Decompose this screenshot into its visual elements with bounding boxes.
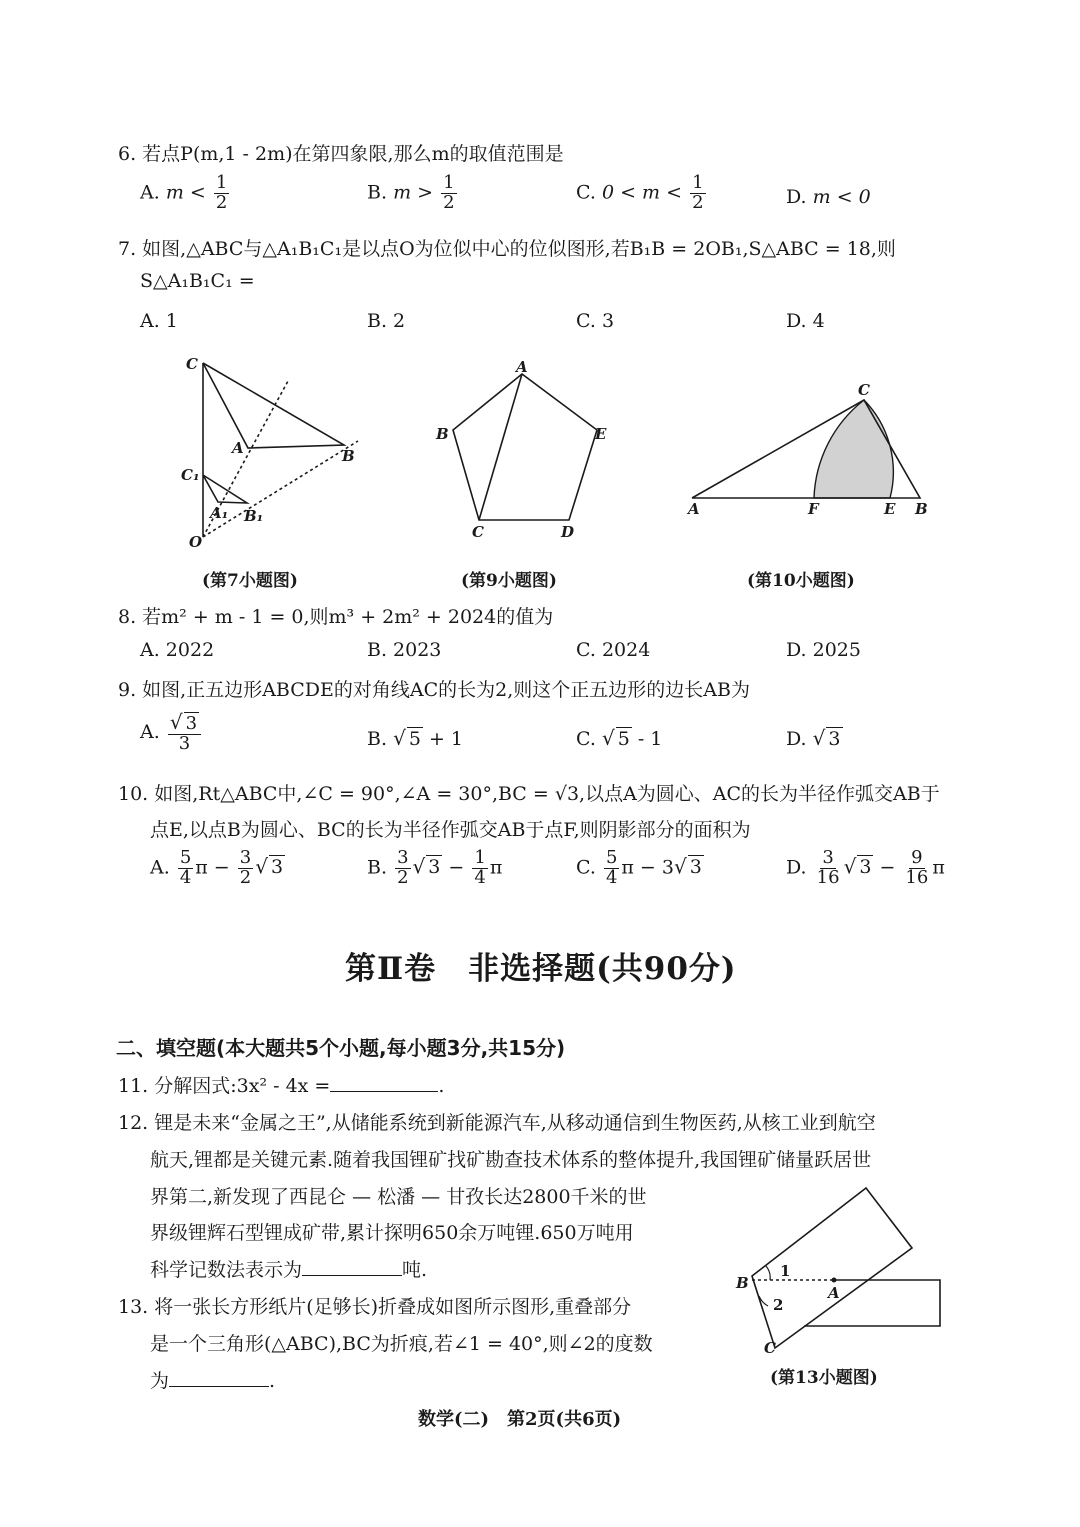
q8-option-a: A. 2022 [140, 639, 215, 661]
fig13-label-a: A [828, 1284, 840, 1302]
fig9-label-d: D [561, 523, 575, 541]
q9-option-b: B. √ 5 + 1 [367, 726, 464, 750]
fig13-caption: (第13小题图) [770, 1368, 878, 1388]
fig9-label-a: A [516, 358, 528, 376]
fig13-label-angle2: 2 [773, 1296, 784, 1314]
fig7-label-c: C [186, 355, 198, 373]
fig13-folded-strip [752, 1188, 912, 1348]
fig9-label-b: B [436, 425, 449, 443]
q11: 11. 分解因式:3x² - 4x = . [118, 1075, 445, 1097]
q9-stem: 9. 如图,正五边形ABCDE的对角线AC的长为2,则这个正五边形的边长AB为 [118, 679, 750, 701]
fig10-shaded-region [814, 400, 893, 498]
fig13-point-a [832, 1278, 837, 1283]
q8-stem: 8. 若m² + m - 1 = 0,则m³ + 2m² + 2024的值为 [118, 606, 554, 628]
q13-line1: 13. 将一张长方形纸片(足够长)折叠成如图所示图形,重叠部分 [118, 1296, 632, 1318]
fig7-label-c1: C₁ [181, 466, 200, 484]
fig7-caption: (第7小题图) [202, 571, 298, 591]
q8-option-d: D. 2025 [786, 639, 861, 661]
q6-stem: 6. 若点P(m,1 - 2m)在第四象限,那么m的取值范围是 [118, 143, 564, 165]
q9-option-c: C. √ 5 - 1 [576, 726, 663, 750]
figure-9 [425, 352, 625, 547]
page-footer: 数学(二) 第2页(共6页) [418, 1409, 622, 1430]
q8-option-b: B. 2023 [367, 639, 442, 661]
fig10-label-f: F [808, 500, 819, 518]
q12-line4: 界级锂辉石型锂成矿带,累计探明650余万吨锂.650万吨用 [150, 1222, 634, 1244]
fig10-caption: (第10小题图) [747, 571, 855, 591]
part2-title: 第Ⅱ卷 非选择题(共90分) [345, 951, 737, 987]
q11-answer-blank[interactable] [330, 1091, 438, 1092]
fig7-label-a: A [232, 439, 244, 457]
q13-line3: 为 . [150, 1370, 276, 1392]
fig9-pentagon [453, 374, 597, 520]
fig7-triangle-abc [203, 363, 344, 448]
fig10-label-b: B [915, 500, 928, 518]
fig7-label-b: B [342, 447, 355, 465]
fig7-label-o: O [189, 533, 203, 551]
fig9-diagonal-ac [479, 374, 522, 520]
figure-10 [680, 378, 940, 523]
q10-line2: 点E,以点B为圆心、BC的长为半径作弧交AB于点F,则阴影部分的面积为 [150, 819, 751, 841]
figure-7 [170, 345, 370, 555]
fig9-label-c: C [472, 523, 484, 541]
q7-stem: 7. 如图,△ABC与△A₁B₁C₁是以点O为位似中心的位似图形,若B₁B = 2OB₁,S△ABC = 18,则 [118, 238, 896, 260]
q10-option-b: B. $\frac{3}{2}$ √ 3 − $\frac{1}{4}$ π [367, 847, 503, 888]
q12-answer-blank[interactable] [302, 1275, 402, 1276]
q6-option-c: C. 0 < m < $\frac{1}{2}$ [576, 172, 704, 213]
q6-option-a: A. m < $\frac{1}{2}$ [140, 172, 228, 213]
section2-heading: 二、填空题(本大题共5个小题,每小题3分,共15分) [116, 1036, 566, 1060]
q7-option-a: A. 1 [140, 310, 178, 332]
fig10-label-c: C [858, 381, 870, 399]
q9-option-d: D. √ 3 [786, 726, 841, 750]
q12-line3: 界第二,新发现了西昆仑 — 松潘 — 甘孜长达2800千米的世 [150, 1186, 647, 1208]
fig13-angle1-arc [766, 1266, 770, 1280]
q7-option-c: C. 3 [576, 310, 615, 332]
q7-option-b: B. 2 [367, 310, 406, 332]
q13-answer-blank[interactable] [169, 1386, 269, 1387]
figure-13 [730, 1178, 950, 1358]
q10-option-a: A. $\frac{5}{4}$ π − $\frac{3}{2}$ √ 3 [150, 847, 284, 888]
q10-option-d: D. $\frac{3}{16}$ √ 3 − $\frac{9}{16}$ π [786, 847, 945, 888]
q10-option-c: C. $\frac{5}{4}$ π − 3√ 3 [576, 847, 702, 888]
fig7-triangle-a1b1c1 [203, 475, 247, 503]
q6-option-b: B. m > $\frac{1}{2}$ [367, 172, 455, 213]
fig7-label-b1: B₁ [244, 507, 264, 525]
q7-stem-continued: S△A₁B₁C₁ = [140, 270, 255, 292]
q9-option-a: A. $\frac{√ 3}{3}$ [140, 712, 203, 754]
q10-line1: 10. 如图,Rt△ABC中,∠C = 90°,∠A = 30°,BC = √3,以点A为圆心、AC的长为半径作弧交AB于 [118, 783, 940, 805]
q12-line1: 12. 锂是未来“金属之王”,从储能系统到新能源汽车,从移动通信到生物医药,从核工业到航空 [118, 1112, 876, 1134]
fig10-label-a: A [688, 500, 700, 518]
fig13-label-angle1: 1 [780, 1262, 791, 1280]
fig9-caption: (第9小题图) [461, 571, 557, 591]
fig7-label-a1: A₁ [210, 504, 229, 522]
q12-line2: 航天,锂都是关键元素.随着我国锂矿找矿勘查技术体系的整体提升,我国锂矿储量跃居世 [150, 1149, 872, 1171]
fig13-unfolded-strip [804, 1280, 940, 1326]
q13-line2: 是一个三角形(△ABC),BC为折痕,若∠1 = 40°,则∠2的度数 [150, 1333, 653, 1355]
q6-option-d: D. m < 0 [786, 186, 871, 208]
fig13-label-b: B [736, 1274, 749, 1292]
q12-line5: 科学记数法表示为 吨. [150, 1259, 428, 1281]
q8-option-c: C. 2024 [576, 639, 651, 661]
fig9-label-e: E [595, 425, 607, 443]
fig10-label-e: E [884, 500, 896, 518]
q7-option-d: D. 4 [786, 310, 825, 332]
fig13-label-c: C [764, 1339, 776, 1357]
